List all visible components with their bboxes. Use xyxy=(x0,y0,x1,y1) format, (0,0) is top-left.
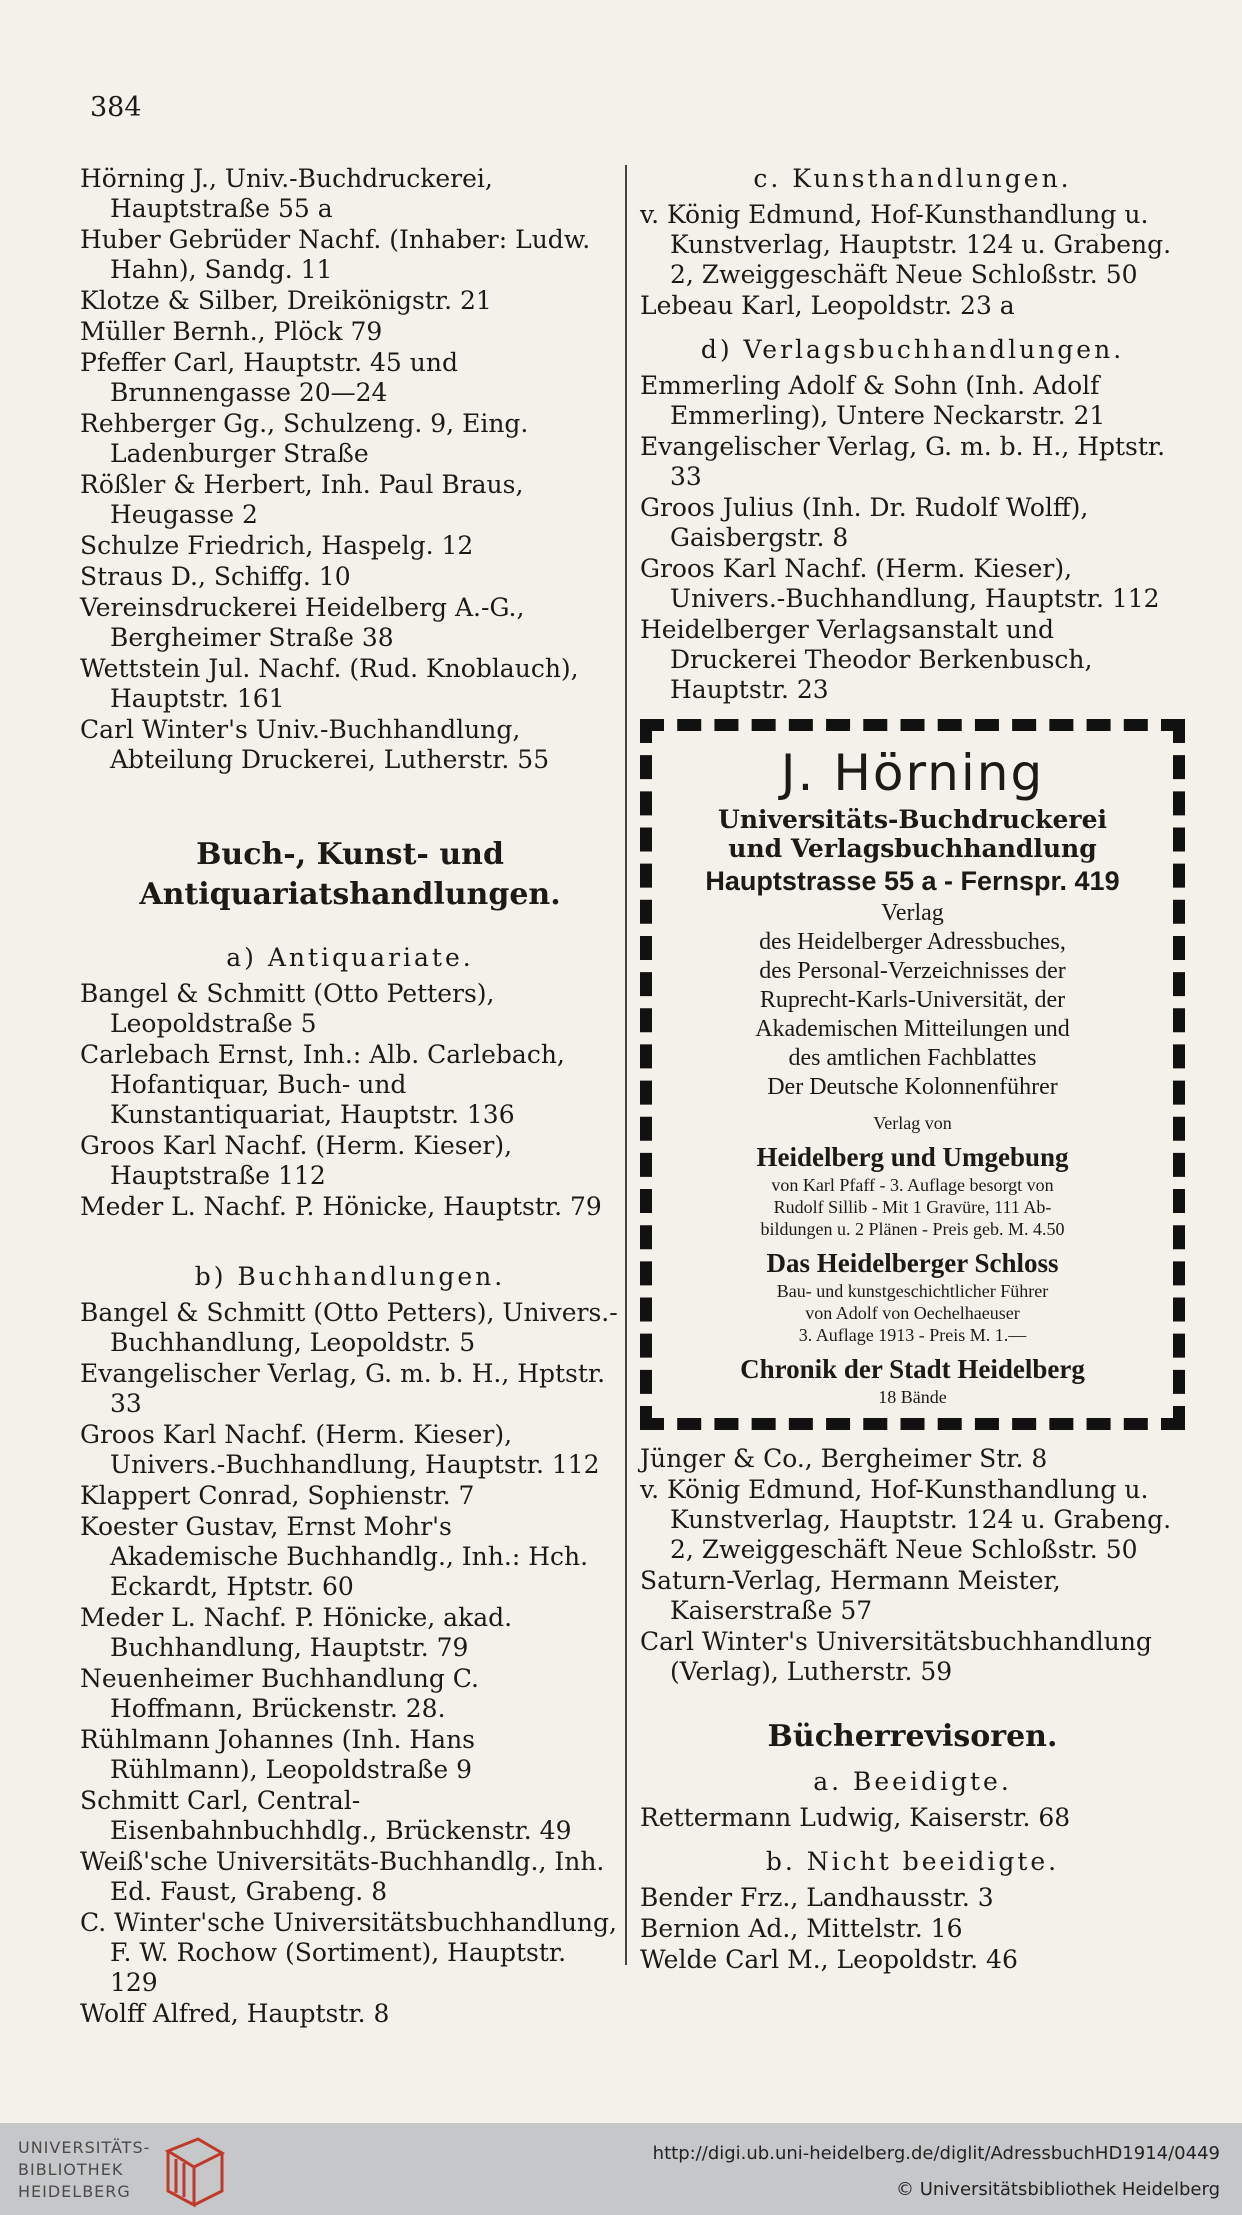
list-item: Groos Julius (Inh. Dr. Rudolf Wolff), Gaisbergstr. 8 xyxy=(640,493,1089,552)
library-logo[interactable] xyxy=(18,2137,150,2203)
list-item: Straus D., Schiffg. 10 xyxy=(80,562,351,591)
list-item: Jünger & Co., Bergheimer Str. 8 xyxy=(640,1444,1048,1473)
list-item: Klotze & Silber, Dreikönigstr. 21 xyxy=(80,286,492,315)
list-item: Carl Winter's Universitätsbuchhandlung (Verlag), Lutherstr. 59 xyxy=(640,1627,1152,1686)
list-item: Wolff Alfred, Hauptstr. 8 xyxy=(80,1999,390,2028)
list-item: Bender Frz., Landhausstr. 3 xyxy=(640,1883,994,1912)
list-item: Hörning J., Univ.-Buchdruckerei, Hauptstraße 55 a xyxy=(80,164,493,223)
list-item: Pfeffer Carl, Hauptstr. 45 und Brunnengasse 20—24 xyxy=(80,348,458,407)
logo-text-line: BIBLIOTHEK xyxy=(18,2160,124,2179)
ad-book-title: Das Heidelberger Schloss xyxy=(766,1248,1059,1278)
ad-line: 3. Auflage 1913 - Preis M. 1.— xyxy=(798,1325,1027,1345)
list-item: Emmerling Adolf & Sohn (Inh. Adolf Emmerling), Untere Neckarstr. 21 xyxy=(640,371,1106,430)
ad-line: Akademischen Mitteilungen und xyxy=(755,1016,1070,1042)
ad-line: Rudolf Sillib - Mit 1 Gravüre, 111 Ab- xyxy=(773,1197,1052,1217)
ad-line: Der Deutsche Kolonnenführer xyxy=(767,1074,1058,1100)
page-number: 384 xyxy=(90,92,142,123)
ad-line: und Verlagsbuchhandlung xyxy=(728,834,1097,863)
list-item: Lebeau Karl, Leopoldstr. 23 a xyxy=(640,291,1015,320)
entry-list-printers xyxy=(80,164,620,775)
list-item: Koester Gustav, Ernst Mohr's Akademische Buchhandlg., Inh.: Hch. Eckardt, Hptstr. 60 xyxy=(80,1512,589,1601)
list-item: Vereinsdruckerei Heidelberg A.-G., Bergheimer Straße 38 xyxy=(80,593,525,652)
list-item: Carlebach Ernst, Inh.: Alb. Carlebach, Hofantiquar, Buch- und Kunstantiquariat, Hauptstr. 136 xyxy=(80,1040,565,1129)
list-item: Groos Karl Nachf. (Herm. Kieser), Univers.-Buchhandlung, Hauptstr. 112 xyxy=(80,1420,600,1479)
ad-line: Verlag xyxy=(881,900,944,926)
list-item: Rößler & Herbert, Inh. Paul Braus, Heugasse 2 xyxy=(80,470,524,529)
list-item: Huber Gebrüder Nachf. (Inhaber: Ludw. Hahn), Sandg. 11 xyxy=(80,225,591,284)
hoerning-advertisement xyxy=(640,719,1185,1430)
logo-text-line: HEIDELBERG xyxy=(18,2182,131,2201)
list-item: Welde Carl M., Leopoldstr. 46 xyxy=(640,1945,1018,1974)
list-item: Bangel & Schmitt (Otto Petters), Leopoldstraße 5 xyxy=(80,979,495,1038)
ad-line: des Heidelberger Adressbuches, xyxy=(759,929,1066,955)
list-item: Bernion Ad., Mittelstr. 16 xyxy=(640,1914,963,1943)
list-item: Meder L. Nachf. P. Hönicke, akad. Buchhandlung, Hauptstr. 79 xyxy=(80,1603,513,1662)
subsection-title: b. Nicht beeidigte. xyxy=(765,1847,1060,1876)
column-divider xyxy=(625,165,627,1965)
list-item: Rehberger Gg., Schulzeng. 9, Eing. Ladenburger Straße xyxy=(80,409,529,468)
ad-line: des amtlichen Fachblattes xyxy=(788,1045,1037,1071)
subsection-title: b) Buchhandlungen. xyxy=(194,1262,506,1291)
list-item: v. König Edmund, Hof-Kunsthandlung u. Kunstverlag, Hauptstr. 124 u. Grabeng. 2, Zweiggeschäft Neue Schloßstr. 50 xyxy=(640,1475,1172,1564)
list-item: Schmitt Carl, Central-Eisenbahnbuchhdlg., Brückenstr. 49 xyxy=(80,1786,572,1845)
ad-book-title: Heidelberg und Umgebung xyxy=(756,1142,1069,1172)
list-item: Müller Bernh., Plöck 79 xyxy=(80,317,383,346)
right-column xyxy=(640,164,1185,1976)
list-item: v. König Edmund, Hof-Kunsthandlung u. Kunstverlag, Hauptstr. 124 u. Grabeng. 2, Zweiggeschäft Neue Schloßstr. 50 xyxy=(640,200,1172,289)
list-item: Meder L. Nachf. P. Hönicke, Hauptstr. 79 xyxy=(80,1192,602,1221)
subsection-title: a. Beeidigte. xyxy=(813,1767,1012,1796)
list-item: Wettstein Jul. Nachf. (Rud. Knoblauch), Hauptstr. 161 xyxy=(80,654,579,713)
copyright-notice: © Universitätsbibliothek Heidelberg xyxy=(895,2179,1220,2200)
list-item: Bangel & Schmitt (Otto Petters), Univers.-Buchhandlung, Leopoldstr. 5 xyxy=(80,1298,618,1357)
subsection-title: d) Verlagsbuchhandlungen. xyxy=(700,335,1125,364)
ad-line: 18 Bände xyxy=(878,1387,947,1407)
list-item: Weiß'sche Universitäts-Buchhandlg., Inh. Ed. Faust, Grabeng. 8 xyxy=(80,1847,605,1906)
ad-line: von Karl Pfaff - 3. Auflage besorgt von xyxy=(771,1175,1054,1195)
list-item: Carl Winter's Univ.-Buchhandlung, Abteilung Druckerei, Lutherstr. 55 xyxy=(80,715,550,774)
footer-bar xyxy=(0,2123,1242,2215)
ad-company-name: J. Hörning xyxy=(780,744,1045,802)
library-logo-icon xyxy=(160,2131,230,2209)
list-item: Groos Karl Nachf. (Herm. Kieser), Univers.-Buchhandlung, Hauptstr. 112 xyxy=(640,554,1160,613)
source-url-link[interactable]: http://digi.ub.uni-heidelberg.de/diglit/AdressbuchHD1914/0449 xyxy=(652,2143,1220,2164)
list-item: Saturn-Verlag, Hermann Meister, Kaiserstraße 57 xyxy=(640,1566,1061,1625)
list-item: Evangelischer Verlag, G. m. b. H., Hptstr. 33 xyxy=(80,1359,606,1418)
list-item: Evangelischer Verlag, G. m. b. H., Hptstr. 33 xyxy=(640,432,1166,491)
logo-text-line: UNIVERSITÄTS- xyxy=(18,2138,151,2157)
list-item: Neuenheimer Buchhandlung C. Hoffmann, Brückenstr. 28. xyxy=(80,1664,479,1723)
list-item: Heidelberger Verlagsanstalt und Druckerei Theodor Berkenbusch, Hauptstr. 23 xyxy=(640,615,1093,704)
list-item: Klappert Conrad, Sophienstr. 7 xyxy=(80,1481,475,1510)
ad-line: des Personal-Verzeichnisses der xyxy=(759,958,1066,984)
list-item: Rettermann Ludwig, Kaiserstr. 68 xyxy=(640,1803,1071,1832)
ad-line: Verlag von xyxy=(873,1113,952,1133)
list-item: C. Winter'sche Universitätsbuchhandlung, F. W. Rochow (Sortiment), Hauptstr. 129 xyxy=(80,1908,617,1997)
ad-line: Ruprecht-Karls-Universität, der xyxy=(759,987,1066,1013)
list-item: Rühlmann Johannes (Inh. Hans Rühlmann), Leopoldstraße 9 xyxy=(80,1725,475,1784)
ad-book-title: Chronik der Stadt Heidelberg xyxy=(740,1354,1085,1384)
section-title: Buch-, Kunst- und Antiquariatshandlungen. xyxy=(139,837,561,912)
list-item: Schulze Friedrich, Haspelg. 12 xyxy=(80,531,474,560)
ad-line: von Adolf von Oechelhaeuser xyxy=(805,1303,1020,1323)
ad-line: bildungen u. 2 Plänen - Preis geb. M. 4.50 xyxy=(760,1219,1065,1239)
ad-line: Universitäts-Buchdruckerei xyxy=(718,805,1107,834)
subsection-title: c. Kunsthandlungen. xyxy=(753,164,1072,193)
subsection-title: a) Antiquariate. xyxy=(226,943,474,972)
ad-address: Hauptstrasse 55 a - Fernspr. 419 xyxy=(705,866,1120,896)
section-title: Bücherrevisoren. xyxy=(767,1719,1058,1754)
left-column xyxy=(80,164,620,2030)
list-item: Groos Karl Nachf. (Herm. Kieser), Hauptstraße 112 xyxy=(80,1131,513,1190)
ad-line: Bau- und kunstgeschichtlicher Führer xyxy=(776,1281,1049,1301)
